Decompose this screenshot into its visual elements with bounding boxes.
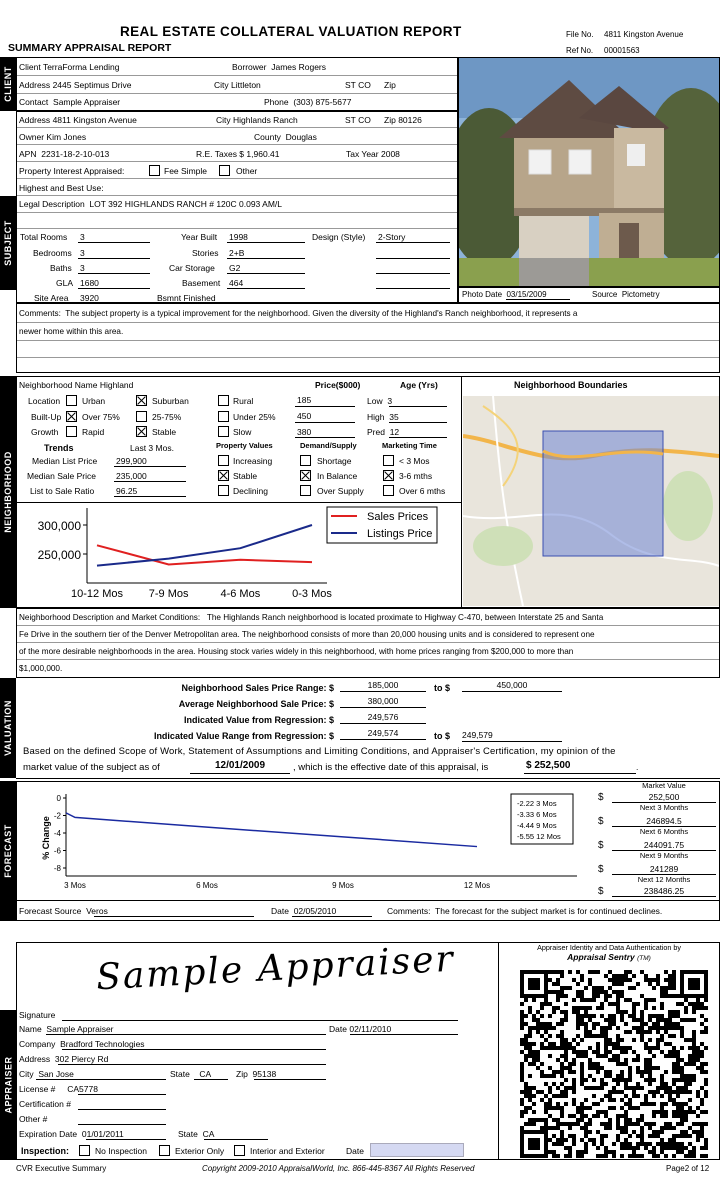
price-xtick-label: 7-9 Mos (148, 588, 189, 600)
year-built: 1998 (229, 232, 248, 242)
appraiser-city: City San Jose (19, 1069, 74, 1079)
price-trend-chart (17, 503, 461, 607)
car-storage: G2 (229, 263, 241, 273)
property-values-label: Property Values (216, 441, 273, 450)
year-built-label: Year Built (181, 232, 218, 242)
client-contact: Contact Sample Appraiser (19, 97, 121, 107)
exp-state: State CA (178, 1129, 215, 1139)
file-no-label: File No. (566, 30, 594, 39)
expiration: Expiration Date 01/01/2011 (19, 1129, 124, 1139)
forecast-section-tab: FORECAST (0, 781, 16, 921)
m36-checkbox[interactable] (383, 470, 394, 481)
subject-city: City Highlands Ranch (216, 115, 298, 125)
age-label: Age (Yrs) (400, 380, 438, 390)
list-sale-ratio: 96.25 (116, 486, 138, 496)
subject-section-tab: SUBJECT (0, 196, 16, 290)
company: Company Bradford Technologies (19, 1039, 145, 1049)
pv-stable-label: Stable (233, 471, 258, 481)
appraiser-section-tab: APPRAISER (0, 1010, 16, 1160)
signature-date: Date 02/11/2010 (329, 1024, 392, 1034)
marketing-time-label: Marketing Time (382, 441, 437, 450)
ref-no-label: Ref No. (566, 46, 594, 55)
auth-label: Appraiser Identity and Data Authentication by (537, 943, 681, 952)
stories: 2+B (229, 248, 245, 258)
gla: 1680 (80, 278, 99, 288)
footer-copyright: Copyright 2009-2010 AppraisalWorld, Inc. 866-445-8367 All Rights Reserved (202, 1164, 475, 1173)
indr-label: Indicated Value Range from Regression: $ (153, 731, 334, 741)
median-list-price: 299,900 (116, 456, 147, 466)
forecast-comments: Comments: The forecast for the subject market is for continued declines. (387, 906, 663, 916)
bedrooms-label: Bedrooms (33, 248, 72, 258)
fc-legend-2: -3.33 6 Mos (517, 810, 557, 819)
appraiser-address: Address 302 Piercy Rd (19, 1054, 109, 1064)
over-supply-label: Over Supply (317, 486, 364, 496)
growth-stable-label: Stable (152, 427, 177, 437)
client-address: Address 2445 Septimus Drive (19, 80, 132, 90)
fc-legend-1: -2.22 3 Mos (517, 799, 557, 808)
fc-ytick-label: -6 (53, 846, 61, 856)
value-period: . (636, 762, 639, 772)
age-pred: Pred 12 (367, 427, 400, 437)
price-ytick-300000: 300,000 (37, 519, 81, 533)
declining-checkbox[interactable] (218, 485, 229, 496)
under25-label: Under 25% (233, 412, 276, 422)
m36-label: 3-6 mths (399, 471, 433, 481)
range-high: 450,000 (496, 680, 528, 690)
suburban-checkbox[interactable] (136, 395, 147, 406)
exterior-only-checkbox[interactable] (159, 1145, 170, 1156)
gla-label: GLA (56, 278, 74, 288)
subject-zip: Zip 80126 (384, 115, 422, 125)
fee-simple-checkbox[interactable] (149, 165, 160, 176)
dollar-5: $ (598, 886, 604, 897)
avg-label: Average Neighborhood Sale Price: $ (178, 699, 334, 709)
photo-date: Photo Date 03/15/2009 (462, 290, 547, 299)
price-xtick-label: 4-6 Mos (220, 588, 261, 600)
fc-xtick-label: 6 Mos (196, 881, 218, 890)
neighborhood-boundaries-map (463, 396, 719, 606)
nbhd-desc-line2: Fe Drive in the southern tier of the Denver Metropolitan area. The neighborhood consists of more than 20,000 housing units and is considered to represent one (19, 630, 595, 639)
rural-label: Rural (233, 396, 254, 406)
location-label: Location (28, 396, 61, 406)
basement-label: Basement (182, 278, 221, 288)
forecast-source: Forecast Source Veros (19, 906, 108, 916)
shortage-label: Shortage (317, 456, 352, 466)
fc-xtick-label: 3 Mos (64, 881, 86, 890)
nbhd-desc-line3: of the more desirable neighborhoods in the area. Housing stock varies widely in this neighborhood, with home prices ranging from $200,000 to more than (19, 647, 574, 656)
stories-label: Stories (192, 248, 219, 258)
price-high-value: 185 (297, 395, 312, 405)
client-zip-label: Zip (384, 80, 396, 90)
ref-no: 00001563 (604, 46, 640, 55)
inspection-date-input[interactable] (370, 1143, 464, 1157)
dollar-3: $ (598, 840, 604, 851)
p2575-label: 25-75% (152, 412, 182, 422)
range-to: to $ (434, 683, 451, 693)
client-section-tab: CLIENT (0, 57, 16, 111)
declining-label: Declining (233, 486, 268, 496)
interior-exterior-checkbox[interactable] (234, 1145, 245, 1156)
over-supply-checkbox[interactable] (300, 485, 311, 496)
no-inspection-checkbox[interactable] (79, 1145, 90, 1156)
ind-label: Indicated Value from Regression: $ (183, 715, 334, 725)
license: License # CA5778 (19, 1084, 98, 1094)
range-label: Neighborhood Sales Price Range: $ (181, 683, 334, 693)
subject-state: ST CO (345, 115, 371, 125)
age-low: Low 3 (367, 396, 393, 406)
subject-comments-line1: Comments: The subject property is a typical improvement for the neighborhood. Given the diversity of the Highland's Ranch neighborhood, it represents a (19, 309, 578, 318)
bedrooms: 3 (80, 248, 85, 258)
fc-ytick-label: -2 (53, 811, 61, 821)
design-label: Design (Style) (312, 232, 366, 242)
forecast-line (66, 813, 477, 847)
ind-value: 249,576 (367, 712, 399, 722)
borrower: Borrower James Rogers (232, 62, 327, 72)
other-interest-checkbox[interactable] (219, 165, 230, 176)
forecast-chart (17, 782, 599, 898)
car-storage-label: Car Storage (169, 263, 215, 273)
rural-checkbox[interactable] (218, 395, 229, 406)
range-low: 185,000 (367, 680, 399, 690)
next12-label: Next 12 Months (637, 875, 691, 884)
no-inspection-label: No Inspection (95, 1146, 147, 1156)
indr-low: 249,574 (367, 728, 399, 738)
over75-label: Over 75% (82, 412, 120, 422)
fc-ytick-label: -8 (53, 864, 61, 873)
rooms-label: Total Rooms (20, 232, 68, 242)
fee-simple-label: Fee Simple (164, 166, 207, 176)
price-xtick-label: 0-3 Mos (292, 588, 332, 600)
lt3-checkbox[interactable] (383, 455, 394, 466)
over75-checkbox[interactable] (66, 411, 77, 422)
client-name: TerraForma Lending (42, 62, 120, 72)
mlp-label: Median List Price (32, 456, 98, 466)
inspection-date-label: Date (346, 1146, 364, 1156)
slow-label: Slow (233, 427, 252, 437)
client-phone: Phone (303) 875-5677 (264, 97, 352, 107)
dollar-4: $ (598, 864, 604, 875)
client-city: City Littleton (214, 80, 261, 90)
urban-label: Urban (82, 396, 106, 406)
dollar-2: $ (598, 816, 604, 827)
p2575-checkbox[interactable] (136, 411, 147, 422)
avg-price: 380,000 (367, 696, 399, 706)
price-ytick-250000: 250,000 (37, 548, 81, 562)
file-no: 4811 Kingston Avenue (604, 30, 684, 39)
price-pred-value: 380 (297, 427, 312, 437)
appraiser-state: State CA (170, 1069, 212, 1079)
legend-sales: Sales Prices (367, 511, 429, 523)
signature-label: Signature (19, 1010, 56, 1020)
nbhd-desc-line4: $1,000,000. (19, 664, 63, 673)
appraiser-signature: Sample Appraiser (95, 938, 456, 999)
msp-label: Median Sale Price (27, 471, 96, 481)
report-title: REAL ESTATE COLLATERAL VALUATION REPORT (120, 24, 462, 39)
bsmt-finished-label: Bsmnt Finished (157, 293, 216, 303)
lt3-label: < 3 Mos (399, 456, 430, 466)
certification-label: Certification # (19, 1099, 71, 1109)
lsr-label: List to Sale Ratio (30, 486, 95, 496)
next3-label: Next 3 Months (639, 803, 689, 812)
urban-checkbox[interactable] (66, 395, 77, 406)
apn: APN 2231-18-2-10-013 (19, 149, 110, 159)
site-label: Site Area (34, 293, 69, 303)
price-xtick-label: 10-12 Mos (71, 588, 123, 600)
legend-listings: Listings Price (367, 528, 433, 540)
neighborhood-section-tab: NEIGHBORHOOD (0, 376, 16, 608)
age-high: High 35 (367, 412, 399, 422)
valuation-section-tab: VALUATION (0, 678, 16, 778)
over6-label: Over 6 mths (399, 486, 446, 496)
basement: 464 (229, 278, 244, 288)
trends-label: Trends (44, 443, 74, 453)
next9-value: 241289 (649, 864, 679, 874)
dollar-1: $ (598, 792, 604, 803)
client-state: ST CO (345, 80, 371, 90)
next9-label: Next 9 Months (639, 851, 689, 860)
forecast-ylabel: % Change (41, 816, 51, 860)
rapid-label: Rapid (82, 427, 105, 437)
fc-ytick-label: 0 (56, 794, 61, 803)
appraiser-zip: Zip 95138 (236, 1069, 277, 1079)
fc-ytick-label: -4 (53, 829, 61, 838)
in-balance-checkbox[interactable] (300, 470, 311, 481)
other-label: Other # (19, 1114, 48, 1124)
appraiser-name: Name Sample Appraiser (19, 1024, 114, 1034)
subject-comments-line2: newer home within this area. (19, 327, 124, 336)
client-label: Client TerraForma Lending (19, 62, 120, 72)
owner: Owner Kim Jones (19, 132, 87, 142)
site: 3920 (80, 293, 99, 303)
last3-label: Last 3 Mos. (130, 443, 174, 453)
other-interest-label: Other (236, 166, 258, 176)
suburban-label: Suburban (152, 396, 189, 406)
pv-stable-checkbox[interactable] (218, 470, 229, 481)
forecast-date: Date 02/05/2010 (271, 906, 337, 916)
growth-stable-checkbox[interactable] (136, 426, 147, 437)
rapid-checkbox[interactable] (66, 426, 77, 437)
median-sale-price: 235,000 (116, 471, 147, 481)
in-balance-label: In Balance (317, 471, 358, 481)
effective-date: 12/01/2009 (214, 760, 266, 771)
authentication-barcode (520, 970, 708, 1158)
next6-value: 244091.75 (643, 840, 685, 850)
exterior-only-label: Exterior Only (175, 1146, 225, 1156)
under25-checkbox[interactable] (218, 411, 229, 422)
value-statement-as-of: market value of the subject as of (23, 762, 160, 773)
interior-exterior-label: Interior and Exterior (250, 1146, 325, 1156)
indr-to: to $ (434, 731, 451, 741)
photo-source: Source Pictometry (592, 290, 660, 299)
fc-xtick-label: 9 Mos (332, 881, 354, 890)
auth-brand: Appraisal Sentry (TM) (567, 952, 651, 962)
next6-label: Next 6 Months (639, 827, 689, 836)
next3-value: 246894.5 (646, 816, 682, 826)
legal: Legal Description LOT 392 HIGHLANDS RANCH # 120C 0.093 AM/L (19, 199, 283, 209)
hbu-label: Highest and Best Use: (19, 183, 104, 193)
increasing-label: Increasing (233, 456, 273, 466)
builtup-label: Built-Up (31, 412, 62, 422)
value-statement-line2: , which is the effective date of this appraisal, is (293, 762, 489, 773)
increasing-checkbox[interactable] (218, 455, 229, 466)
indr-high: 249,579 (462, 730, 493, 740)
nbhd-name: Neighborhood Name Highland (19, 380, 134, 390)
growth-label: Growth (31, 427, 59, 437)
design: 2-Story (378, 232, 406, 242)
fc-legend-4: -5.55 12 Mos (517, 832, 561, 841)
boundaries-label: Neighborhood Boundaries (514, 380, 628, 390)
market-value-label: Market Value (642, 781, 686, 790)
over6-checkbox[interactable] (383, 485, 394, 496)
fc-legend-3: -4.44 9 Mos (517, 821, 557, 830)
baths: 3 (80, 263, 85, 273)
tax-year: Tax Year 2008 (346, 149, 400, 159)
interest-label: Property Interest Appraised: (19, 166, 125, 176)
subject-photo (458, 57, 720, 287)
rooms: 3 (80, 232, 85, 242)
fc-xtick-label: 12 Mos (463, 881, 491, 890)
baths-label: Baths (50, 263, 72, 273)
subject-address: Address 4811 Kingston Avenue (19, 115, 137, 125)
taxes: R.E. Taxes $ 1,960.41 (196, 149, 280, 159)
value-statement-line1: Based on the defined Scope of Work, Statement of Assumptions and Limiting Conditions, and Appraiser's Certification, my opinion of the (23, 746, 616, 757)
final-value: $ 252,500 (526, 760, 571, 771)
footer-left: CVR Executive Summary (16, 1164, 107, 1173)
report-subtitle: SUMMARY APPRAISAL REPORT (8, 42, 172, 54)
nbhd-desc-line1: Neighborhood Description and Market Conditions: The Highlands Ranch neighborhood is located proximate to Highway C-470, between Interstate 25 and Santa (19, 613, 604, 622)
inspection-label: Inspection: (21, 1146, 70, 1156)
shortage-checkbox[interactable] (300, 455, 311, 466)
county: County Douglas (254, 132, 317, 142)
market-value: 252,500 (648, 792, 680, 802)
price-label: Price($000) (315, 380, 361, 390)
slow-checkbox[interactable] (218, 426, 229, 437)
demand-supply-label: Demand/Supply (300, 441, 357, 450)
next12-value: 238486.25 (643, 886, 685, 896)
price-mid-value: 450 (297, 411, 312, 421)
footer-page: Page2 of 12 (666, 1164, 710, 1173)
